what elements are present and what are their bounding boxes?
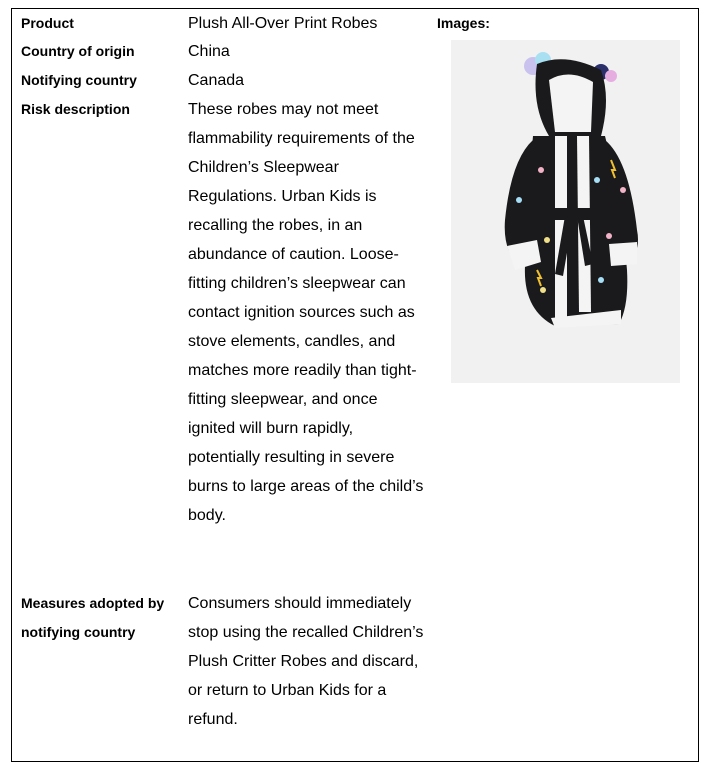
risk-value: These robes may not meet flammability requirements of the Children’s Sleepwear Regulations. Urban Kids is recalling the robes, in an abundance of caution. Loose-fitting children’s sleepwear can contact ignition sources such as stove elements, candles, and matches more readily than tight-fitting sleepwear, and once ignited will burn rapidly, potentially resulting in severe burns to large areas of the child’s body. xyxy=(188,101,424,524)
product-label: Product xyxy=(21,15,74,31)
origin-label: Country of origin xyxy=(21,43,135,59)
robe-photo xyxy=(451,40,680,383)
measures-value: Consumers should immediately stop using the recalled Children’s Plush Critter Robes and discard, or return to Urban Kids for a refund. xyxy=(188,595,424,728)
risk-label: Risk description xyxy=(21,101,130,117)
images-label: Images: xyxy=(437,15,490,31)
product-value: Plush All-Over Print Robes xyxy=(188,15,378,32)
notifying-label: Notifying country xyxy=(21,72,137,88)
robe-illustration xyxy=(451,40,680,383)
measures-label-line1: Measures adopted by xyxy=(21,595,165,611)
measures-label-line2: notifying country xyxy=(21,624,136,640)
origin-value: China xyxy=(188,43,230,60)
notifying-value: Canada xyxy=(188,72,245,89)
